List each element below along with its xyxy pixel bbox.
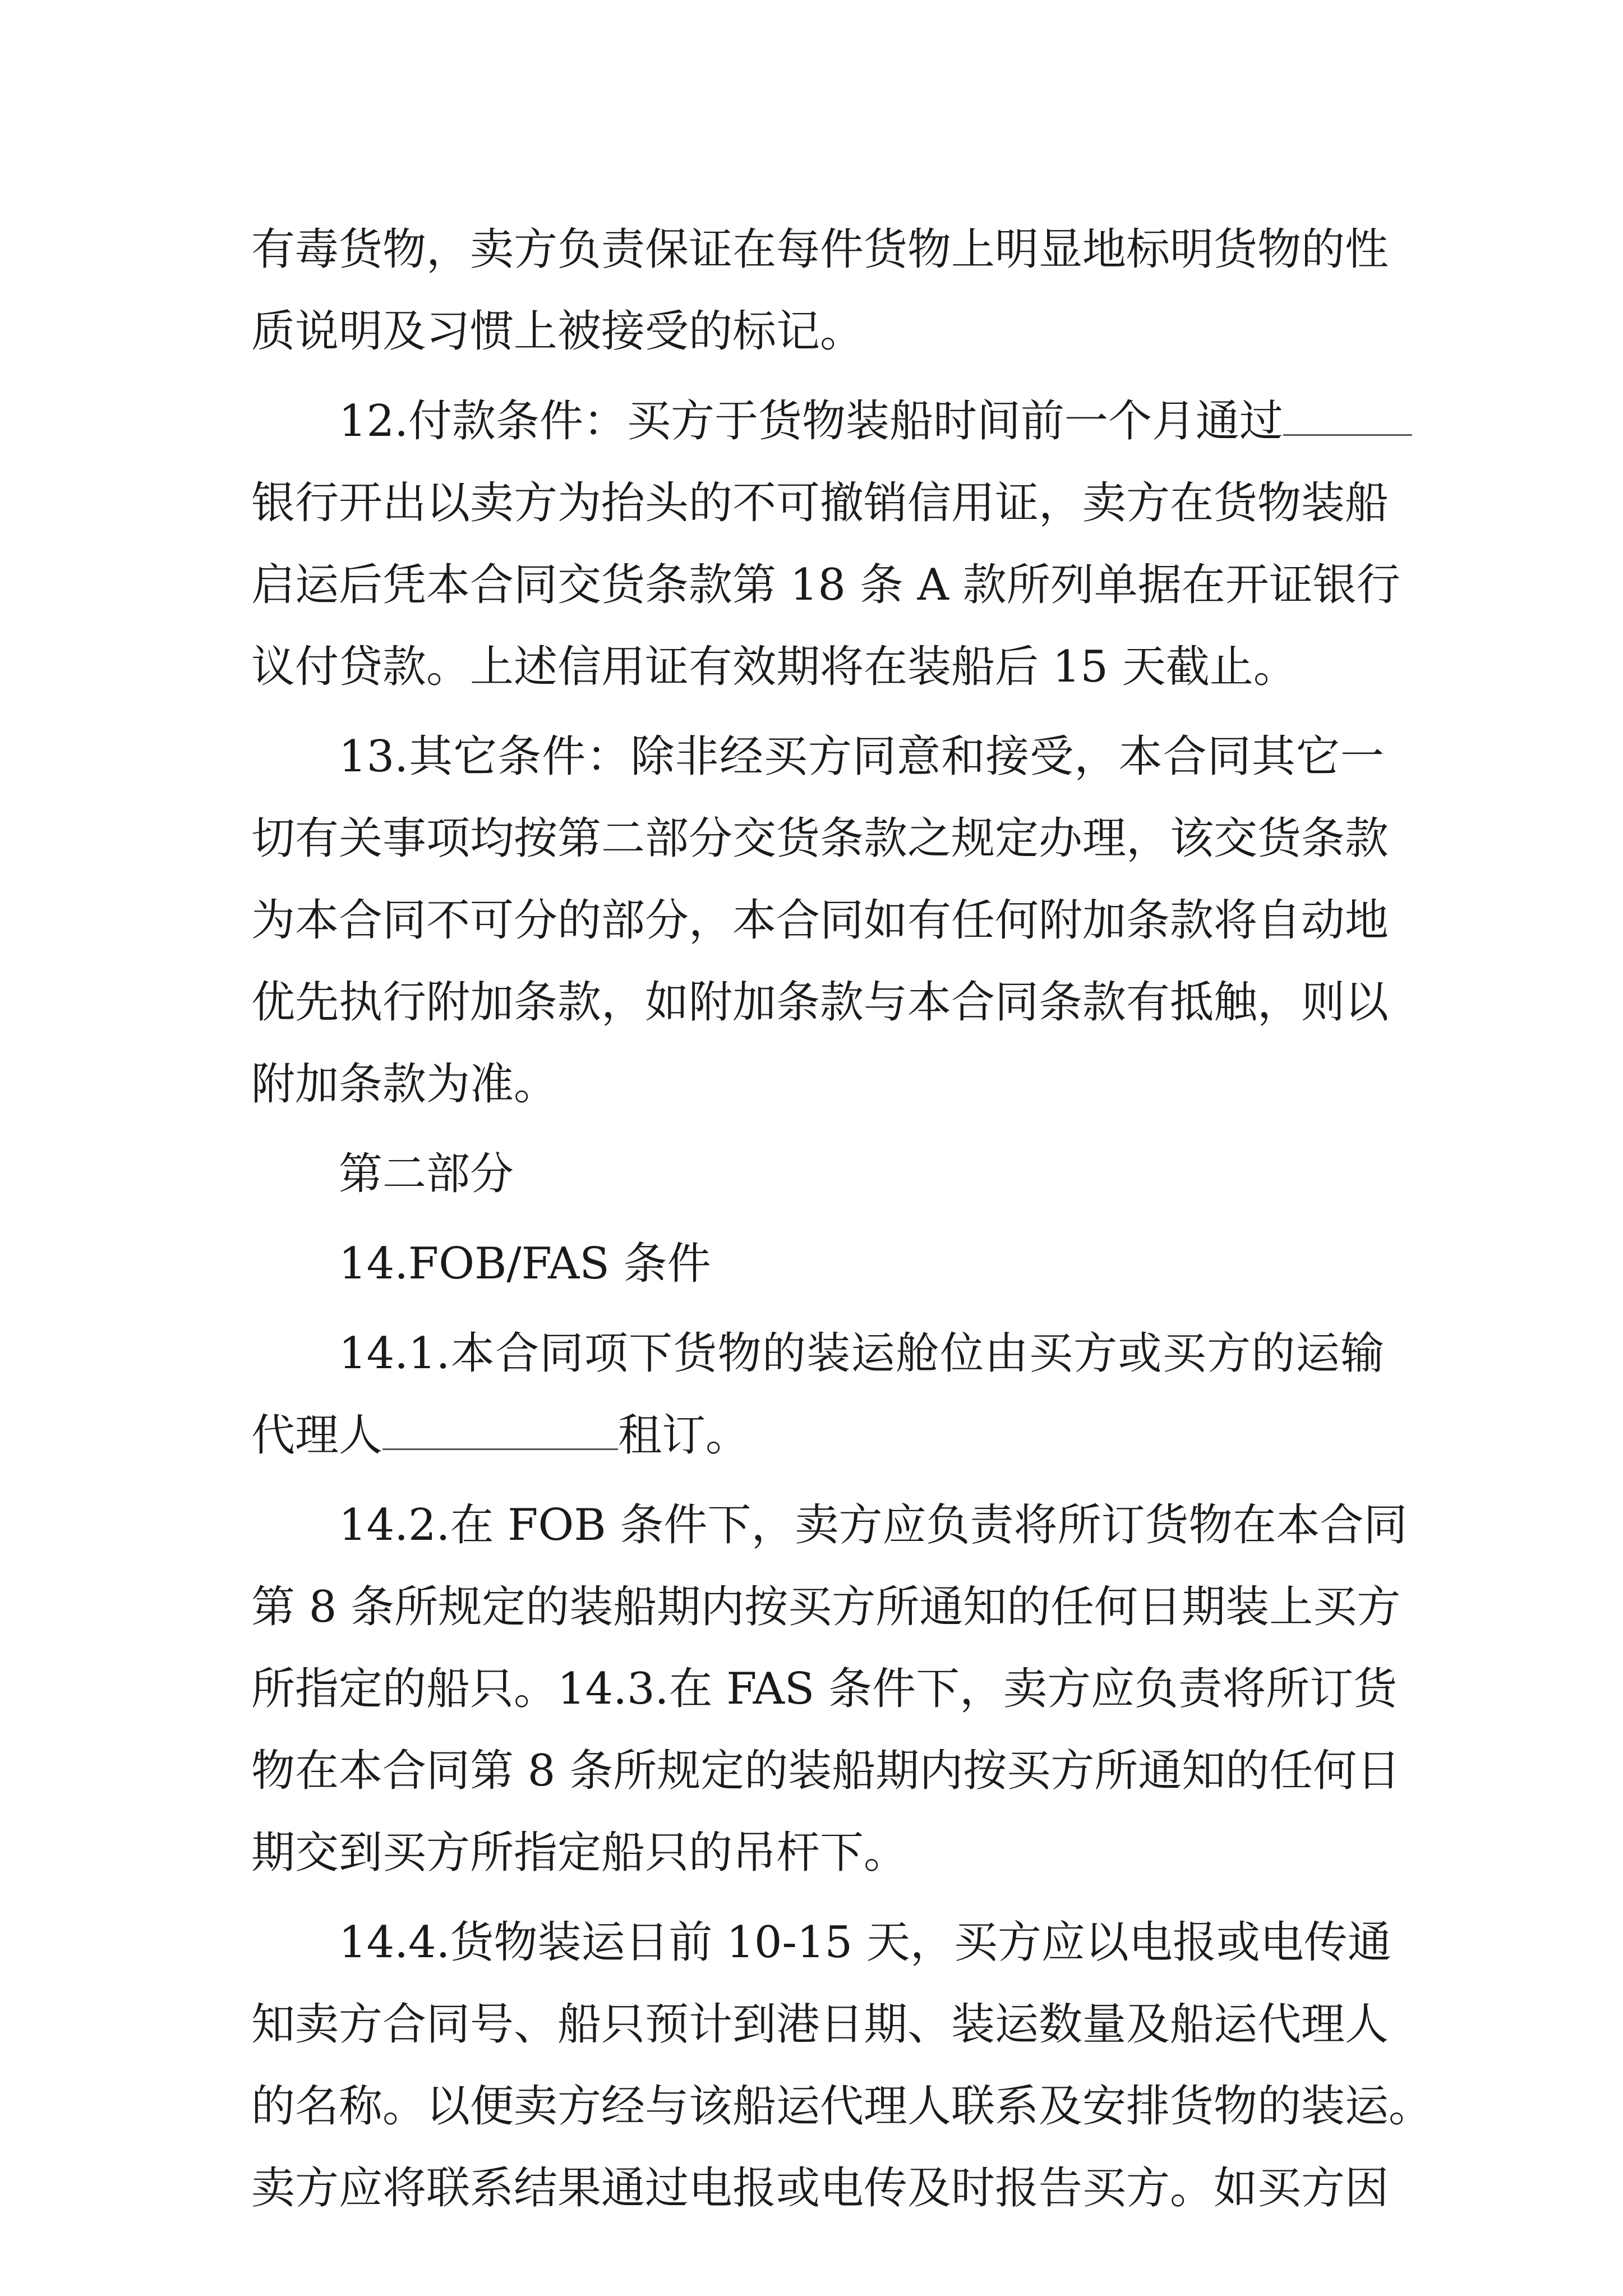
text-line: 卖方应将联系结果通过电报或电传及时报告买方。如买方因	[251, 2163, 1389, 2214]
text-line: 所指定的船只。14.3.在 FAS 条件下，卖方应负责将所订货	[251, 1664, 1398, 1714]
clause-14-heading: 14.FOB/FAS 条件	[339, 1239, 711, 1289]
text-line: 物在本合同第 8 条所规定的装船期内按买方所通知的任何日	[251, 1746, 1401, 1796]
text-line: 质说明及习惯上被接受的标记。	[251, 306, 864, 357]
text-line: 银行开出以卖方为抬头的不可撤销信用证，卖方在货物装船	[251, 478, 1389, 528]
blank-underline	[1283, 397, 1412, 436]
text-line: 知卖方合同号、船只预计到港日期、装运数量及船运代理人	[251, 1999, 1389, 2050]
text-line: 为本合同不可分的部分，本合同如有任何附加条款将自动地	[251, 895, 1389, 946]
text-segment: 租订。	[618, 1410, 750, 1461]
section-heading: 第二部分	[339, 1149, 514, 1199]
text-line: 切有关事项均按第二部分交货条款之规定办理，该交货条款	[251, 813, 1389, 864]
blank-underline	[382, 1411, 618, 1450]
text-line: 议付贷款。上述信用证有效期将在装船后 15 天截止。	[251, 642, 1297, 692]
text-line: 启运后凭本合同交货条款第 18 条 A 款所列单据在开证银行	[251, 560, 1400, 610]
clause-14-2-line: 14.2.在 FOB 条件下，卖方应负责将所订货物在本合同	[339, 1500, 1408, 1550]
document-page	[251, 209, 1433, 2229]
text-line: 的名称。以便卖方经与该船运代理人联系及安排货物的装运。	[251, 2081, 1433, 2132]
clause-12-line	[251, 380, 1384, 462]
text-line: 第 8 条所规定的装船期内按买方所通知的任何日期装上买方	[251, 1582, 1401, 1632]
clause-14-1-line	[251, 1395, 1384, 1476]
text-line: 优先执行附加条款，如附加条款与本合同条款有抵触，则以	[251, 977, 1389, 1028]
text-segment: 12.付款条件：买方于货物装船时间前一个月通过	[339, 396, 1284, 447]
text-segment: 代理人	[251, 1410, 383, 1461]
clause-13-line: 13.其它条件：除非经买方同意和接受，本合同其它一	[339, 731, 1384, 782]
text-line: 附加条款为准。	[251, 1059, 558, 1110]
clause-14-1-line: 14.1.本合同项下货物的装运舱位由买方或买方的运输	[339, 1328, 1384, 1379]
text-line: 有毒货物，卖方负责保证在每件货物上明显地标明货物的性	[251, 224, 1389, 275]
text-line: 期交到买方所指定船只的吊杆下。	[251, 1828, 908, 1878]
clause-14-4-line: 14.4.货物装运日前 10-15 天，买方应以电报或电传通	[339, 1917, 1391, 1968]
